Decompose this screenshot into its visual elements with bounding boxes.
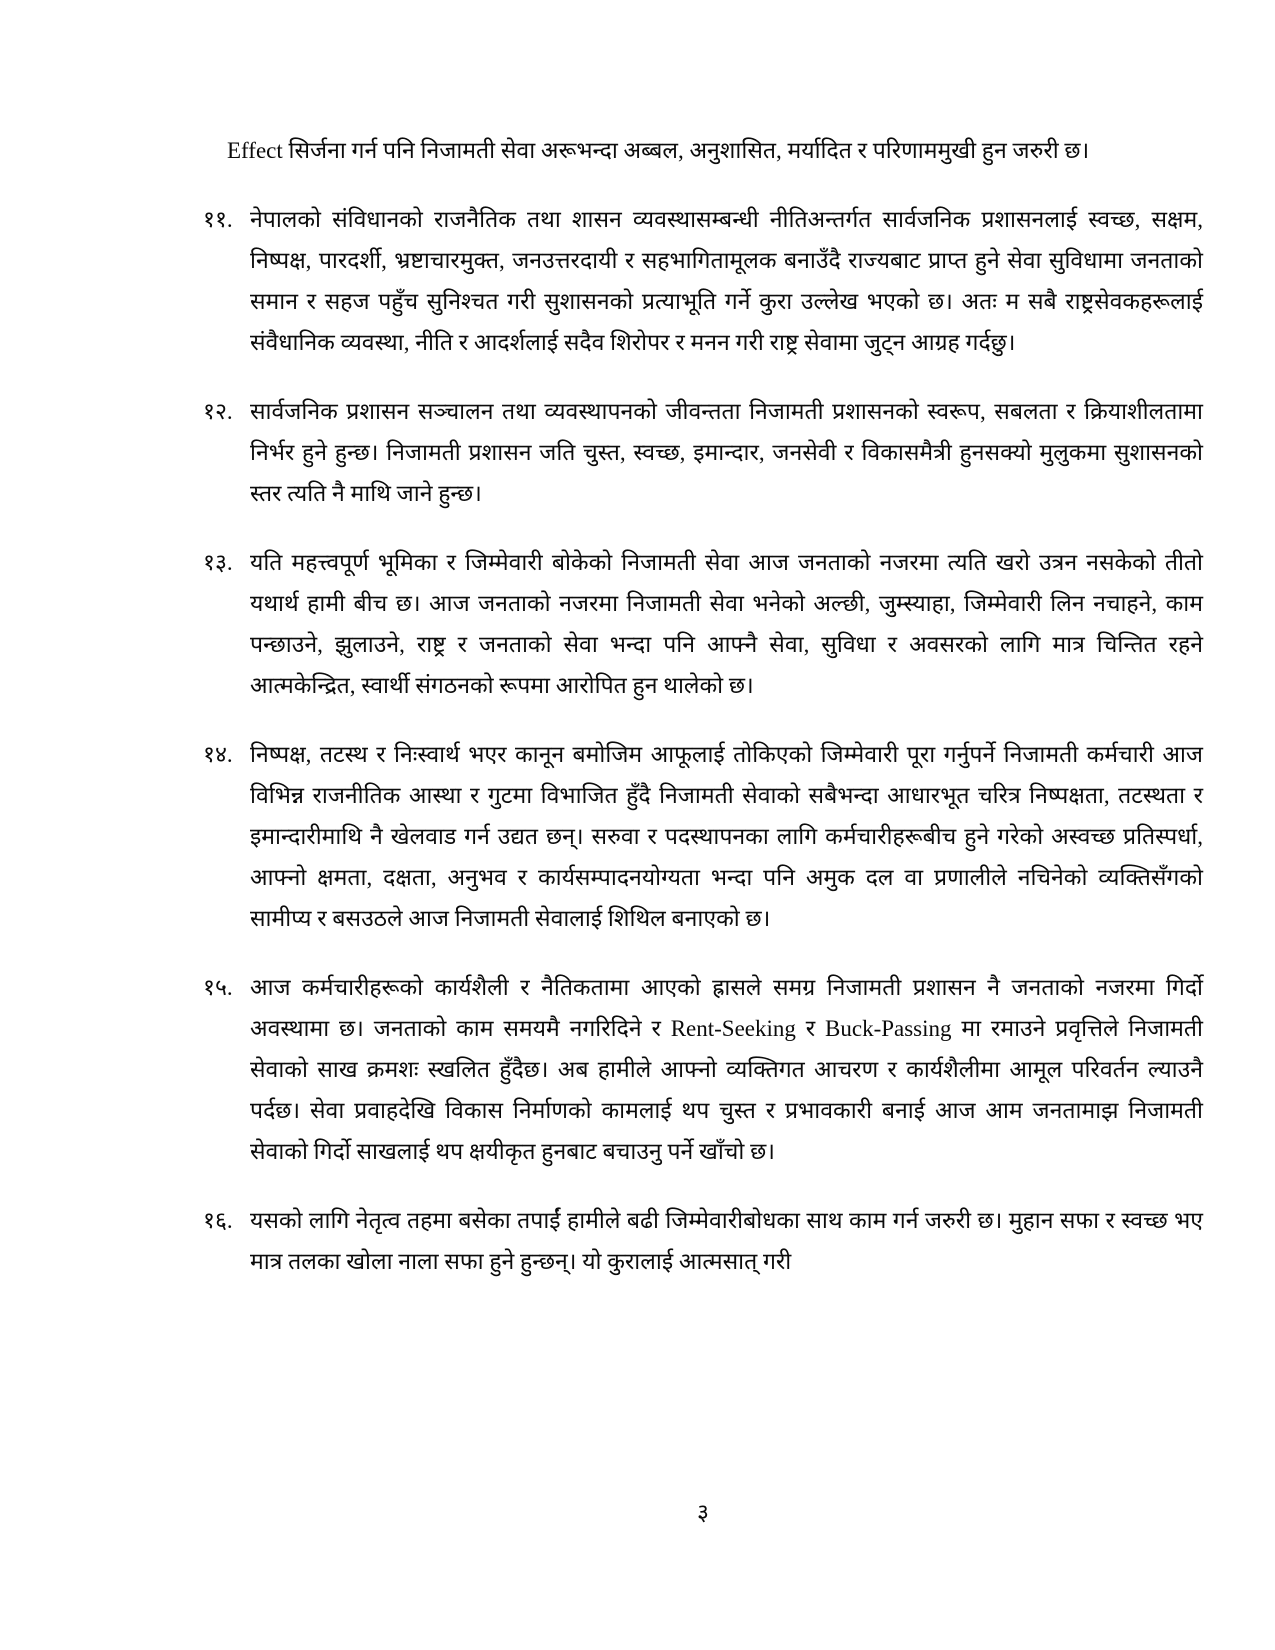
document-text-block xyxy=(203,130,1203,1310)
paragraph-number: १२. xyxy=(203,399,233,424)
paragraph-text: यति महत्त्वपूर्ण भूमिका र जिम्मेवारी बोकेको निजामती सेवा आज जनताको नजरमा त्यति खरो उत्रन नसकेको तीतो यथार्थ हामी बीच छ। आज जनताको नजरमा निजामती सेवा भनेको अल्छी, जुम्स्याहा, जिम्मेवारी लिन नचाहने, काम पन्छाउने, झुलाउने, राष्ट्र र जनताको सेवा भन्दा पनि आफ्नै सेवा, सुविधा र अवसरको लागि मात्र चिन्तित रहने आत्मकेन्द्रित, स्वार्थी संगठनको रूपमा आरोपित हुन थालेको छ। xyxy=(250,550,1203,698)
paragraph-text: आज कर्मचारीहरूको कार्यशैली र नैतिकतामा आएको ह्रासले समग्र निजामती प्रशासन नै जनताको नजरमा गिर्दो अवस्थामा छ। जनताको काम समयमै नगरिदिने र Rent-Seeking र Buck-Passing मा रमाउने प्रवृत्तिले निजामती सेवाको साख क्रमशः स्खलित हुँदैछ। अब हामीले आफ्नो व्यक्तिगत आचरण र कार्यशैलीमा आमूल परिवर्तन ल्याउनै पर्दछ। सेवा प्रवाहदेखि विकास निर्माणको कामलाई थप चुस्त र प्रभावकारी बनाई आज आम जनतामाझ निजामती सेवाको गिर्दो साखलाई थप क्षयीकृत हुनबाट बचाउनु पर्ने खाँचो छ। xyxy=(250,975,1203,1164)
numbered-paragraph-15 xyxy=(203,967,1203,1172)
paragraph-text: सार्वजनिक प्रशासन सञ्चालन तथा व्यवस्थापनको जीवन्तता निजामती प्रशासनको स्वरूप, सबलता र क्रियाशीलतामा निर्भर हुने हुन्छ। निजामती प्रशासन जति चुस्त, स्वच्छ, इमान्दार, जनसेवी र विकासमैत्री हुनसक्यो मुलुकमा सुशासनको स्तर त्यति नै माथि जाने हुन्छ। xyxy=(250,399,1203,506)
paragraph-text: निष्पक्ष, तटस्थ र निःस्वार्थ भएर कानून बमोजिम आफूलाई तोकिएको जिम्मेवारी पूरा गर्नुपर्ने निजामती कर्मचारी आज विभिन्न राजनीतिक आस्था र गुटमा विभाजित हुँदै निजामती सेवाको सबैभन्दा आधारभूत चरित्र निष्पक्षता, तटस्थता र इमान्दारीमाथि नै खेलवाड गर्न उद्यत छन्। सरुवा र पदस्थापनका लागि कर्मचारीहरूबीच हुने गरेको अस्वच्छ प्रतिस्पर्धा, आफ्नो क्षमता, दक्षता, अनुभव र कार्यसम्पादनयोग्यता भन्दा पनि अमुक दल वा प्रणालीले नचिनेको व्यक्तिसँगको सामीप्य र बसउठले आज निजामती सेवालाई शिथिल बनाएको छ। xyxy=(250,742,1203,931)
numbered-paragraph-11 xyxy=(203,199,1203,363)
paragraph-number: १४. xyxy=(203,742,233,767)
numbered-paragraph-12 xyxy=(203,391,1203,514)
paragraph-number: १६. xyxy=(203,1208,233,1233)
paragraph-text: यसको लागि नेतृत्व तहमा बसेका तपाईं हामीले बढी जिम्मेवारीबोधका साथ काम गर्न जरुरी छ। मुहान सफा र स्वच्छ भए मात्र तलका खोला नाला सफा हुने हुन्छन्। यो कुरालाई आत्मसात् गरी xyxy=(250,1208,1203,1274)
numbered-paragraph-16 xyxy=(203,1200,1203,1282)
page-number: ३ xyxy=(697,1500,709,1525)
paragraph-continuation: Effect सिर्जना गर्न पनि निजामती सेवा अरूभन्दा अब्बल, अनुशासित, मर्यादित र परिणाममुखी हुन जरुरी छ। xyxy=(227,138,1090,163)
paragraph-text: नेपालको संविधानको राजनैतिक तथा शासन व्यवस्थासम्बन्धी नीतिअन्तर्गत सार्वजनिक प्रशासनलाई स्वच्छ, सक्षम, निष्पक्ष, पारदर्शी, भ्रष्टाचारमुक्त, जनउत्तरदायी र सहभागितामूलक बनाउँदै राज्यबाट प्राप्त हुने सेवा सुविधामा जनताको समान र सहज पहुँच सुनिश्चत गरी सुशासनको प्रत्याभूति गर्ने कुरा उल्लेख भएको छ। अतः म सबै राष्ट्रसेवकहरूलाई संवैधानिक व्यवस्था, नीति र आदर्शलाई सदैव शिरोपर र मनन गरी राष्ट्र सेवामा जुट्न आग्रह गर्दछु। xyxy=(250,207,1203,355)
paragraph-number: १५. xyxy=(203,975,233,1000)
numbered-paragraph-13 xyxy=(203,542,1203,706)
numbered-paragraph-14 xyxy=(203,734,1203,939)
paragraph-number: १३. xyxy=(203,550,233,575)
paragraph-number: ११. xyxy=(203,207,233,232)
